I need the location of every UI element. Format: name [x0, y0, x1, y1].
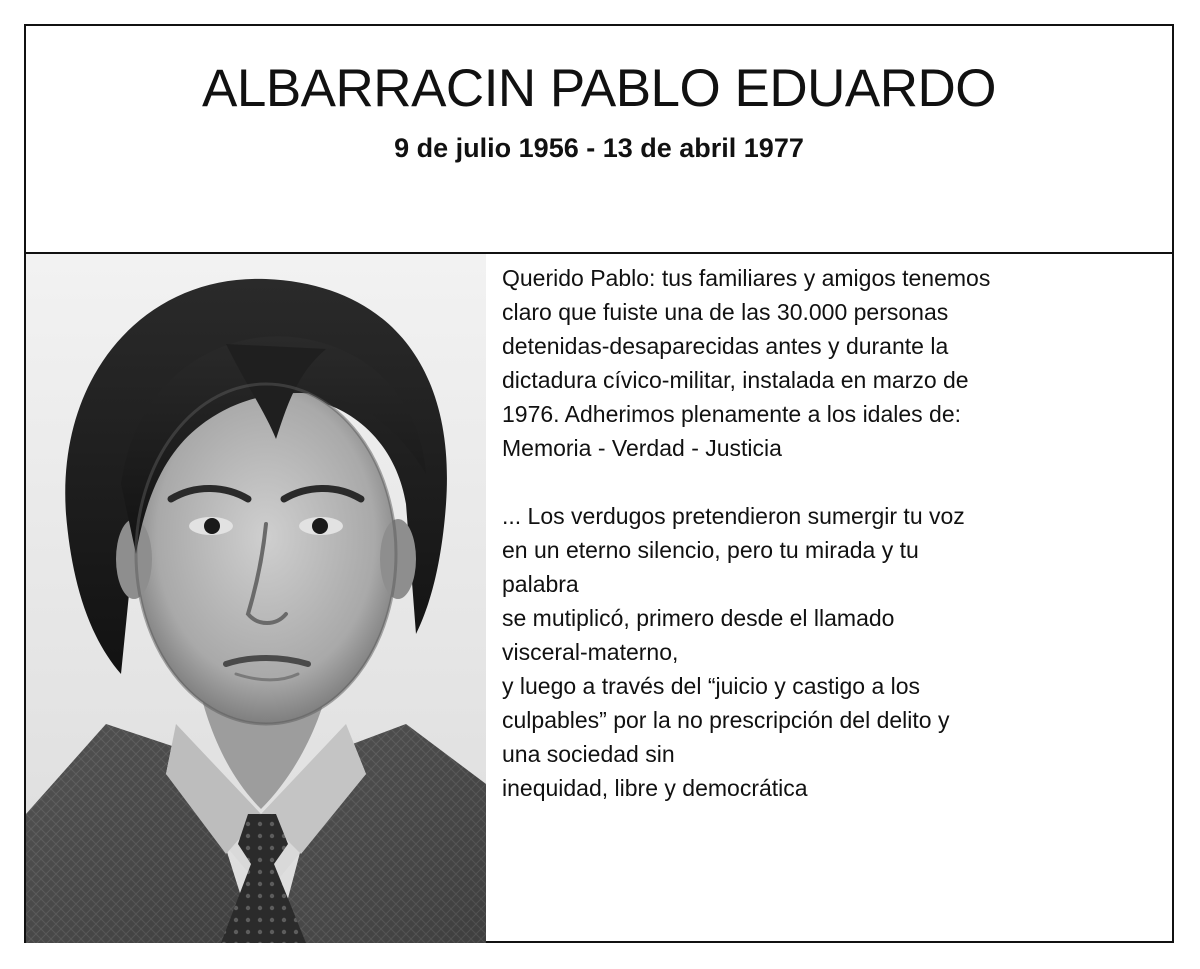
text-line: se mutiplicó, primero desde el llamado: [502, 605, 895, 631]
text-line: una sociedad sin: [502, 741, 675, 767]
text-line: Querido Pablo: tus familiares y amigos tenemos: [502, 265, 991, 291]
paragraph-dedication: [502, 261, 1122, 465]
text-line: palabra: [502, 571, 579, 597]
life-dates: 9 de julio 1956 - 13 de abril 1977: [394, 133, 804, 163]
text-line: culpables” por la no prescripción del delito y: [502, 707, 950, 733]
text-line: 1976. Adherimos plenamente a los idales de:: [502, 401, 962, 427]
portrait-illustration: [26, 254, 486, 943]
text-line: claro que fuiste una de las 30.000 personas: [502, 299, 949, 325]
text-line: ... Los verdugos pretendieron sumergir tu voz: [502, 503, 965, 529]
header: [26, 26, 1172, 254]
portrait-photo: [26, 254, 486, 943]
text-line: en un eterno silencio, pero tu mirada y tu: [502, 537, 919, 563]
text-line: dictadura cívico-militar, instalada en marzo de: [502, 367, 969, 393]
text-line: detenidas-desaparecidas antes y durante la: [502, 333, 949, 359]
text-line: Memoria - Verdad - Justicia: [502, 435, 782, 461]
text-line: inequidad, libre y democrática: [502, 775, 808, 801]
paragraph-spacer: [502, 465, 1122, 499]
memorial-text: [502, 261, 1122, 805]
person-name: ALBARRACIN PABLO EDUARDO: [202, 59, 996, 118]
text-line: visceral-materno,: [502, 639, 679, 665]
text-line: y luego a través del “juicio y castigo a los: [502, 673, 921, 699]
paragraph-tribute: [502, 499, 1122, 805]
